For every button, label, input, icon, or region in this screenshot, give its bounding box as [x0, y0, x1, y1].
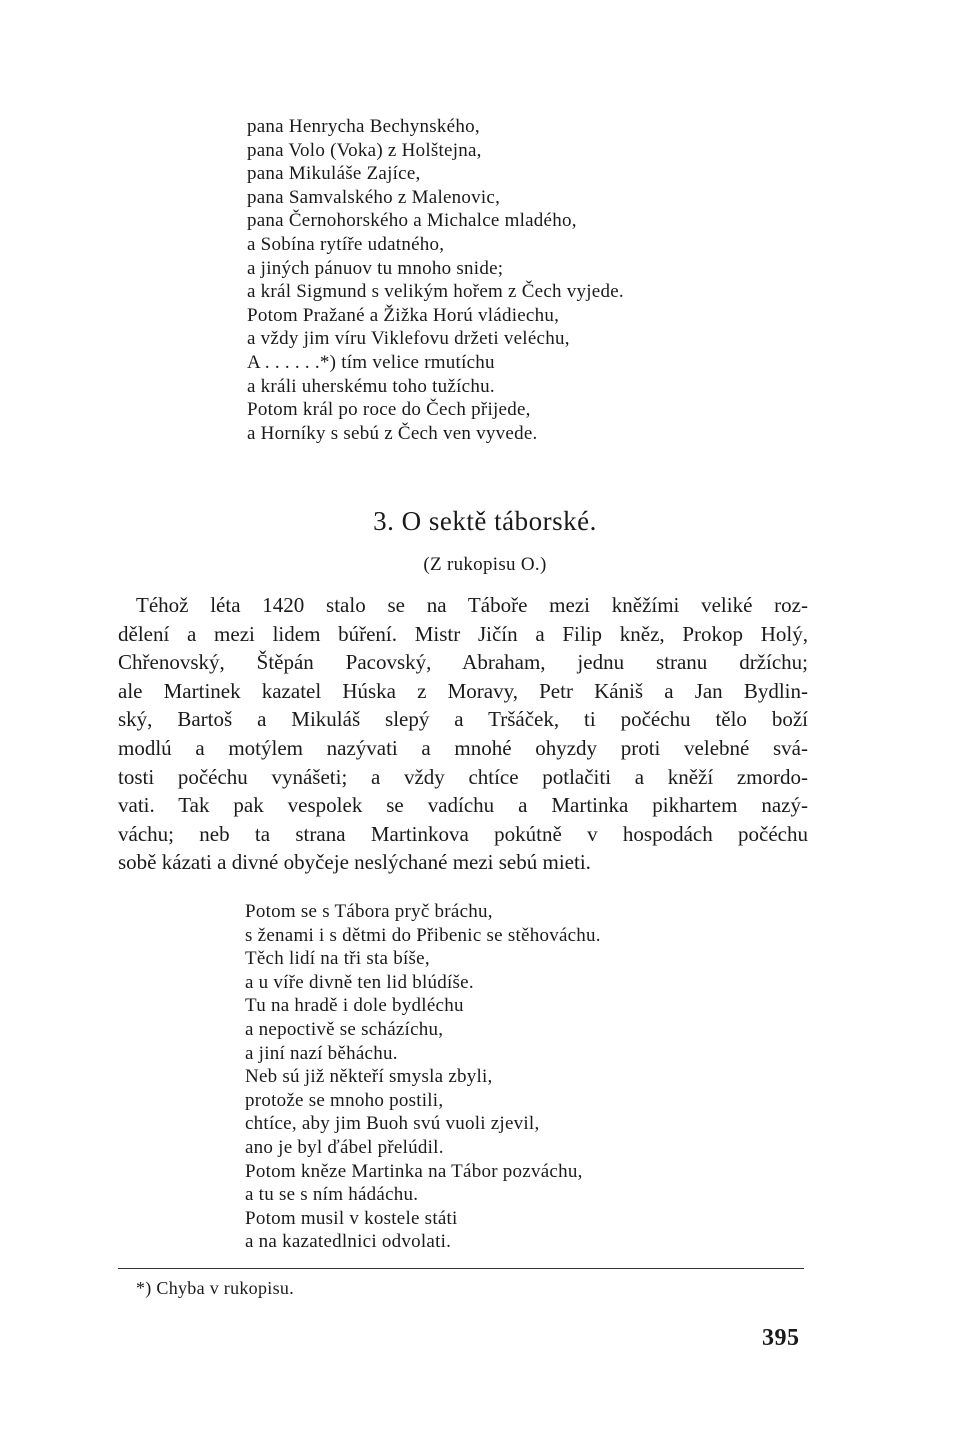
prose-line: vati. Tak pak vespolek se vadíchu a Martinka pikhartem nazý- — [118, 793, 808, 818]
verse-line: Potom král po roce do Čech přijede, — [247, 399, 531, 421]
verse-bottom — [245, 900, 601, 1254]
footnote: *) Chyba v rukopisu. — [136, 1278, 294, 1298]
section-title: 3. O sektě táborské. — [373, 506, 597, 536]
prose-line: Chřenovský, Štěpán Pacovský, Abraham, jednu stranu držíchu; — [118, 650, 808, 675]
prose-line: váchu; neb ta strana Martinkova pokútně v hospodách počéchu — [118, 821, 808, 846]
prose-line: tosti počéchu vynášeti; a vždy chtíce potlačiti a kněží zmordo- — [118, 764, 808, 789]
verse-line: a králi uherskému toho tužíchu. — [247, 375, 495, 397]
verse-line: a na kazatedlnici odvolati. — [245, 1231, 452, 1253]
verse-line: a jiní nazí běháchu. — [245, 1042, 398, 1064]
verse-line: a jiných pánuov tu mnoho snide; — [247, 257, 504, 279]
verse-line: Neb sú již někteří smysla zbyli, — [245, 1066, 493, 1088]
verse-line: Potom musil v kostele státi — [245, 1207, 458, 1229]
verse-line: a král Sigmund s velikým hořem z Čech vyjede. — [247, 281, 624, 303]
prose-line: dělení a mezi lidem búření. Mistr Jičín a Filip kněz, Prokop Holý, — [118, 621, 808, 646]
verse-line: a nepoctivě se scházíchu, — [245, 1018, 444, 1040]
prose-paragraph — [118, 591, 808, 877]
verse-line: pana Černohorského a Michalce mladého, — [247, 210, 577, 232]
verse-line: a tu se s ním hádáchu. — [245, 1184, 419, 1206]
prose-line: Téhož léta 1420 stalo se na Táboře mezi kněžími veliké roz- — [136, 593, 808, 617]
verse-line: pana Henrycha Bechynského, — [247, 116, 480, 137]
verse-line: ano je byl ďábel přelúdil. — [245, 1136, 444, 1158]
prose-line: modlú a motýlem nazývati a mnohé ohyzdy proti velebné svá- — [118, 735, 808, 760]
verse-line: Potom kněze Martinka na Tábor pozváchu, — [245, 1160, 583, 1182]
section-source: (Z rukopisu O.) — [423, 554, 547, 575]
verse-line: s ženami i s dětmi do Přibenic se stěhováchu. — [245, 924, 601, 946]
verse-line: a Sobína rytíře udatného, — [247, 233, 445, 255]
verse-line: chtíce, aby jim Buoh svú vuoli zjevil, — [245, 1113, 540, 1135]
prose-line: sobě kázati a divné obyčeje neslýchané mezi sebú mieti. — [118, 850, 591, 875]
footnote-divider — [118, 1268, 804, 1269]
verse-line: Potom Pražané a Žižka Horú vládiechu, — [247, 304, 560, 326]
verse-top — [247, 115, 624, 445]
verse-line: a vždy jim víru Viklefovu držeti veléchu, — [247, 328, 570, 350]
prose-line: ský, Bartoš a Mikuláš slepý a Tršáček, ti počéchu tělo boží — [118, 707, 808, 732]
verse-line: a Horníky s sebú z Čech ven vyvede. — [247, 422, 538, 444]
page-number: 395 — [762, 1325, 800, 1351]
verse-line: Potom se s Tábora pryč bráchu, — [245, 901, 493, 922]
verse-line: pana Volo (Voka) z Holštejna, — [247, 139, 482, 161]
verse-line: a u víře divně ten lid blúdíše. — [245, 971, 474, 993]
verse-line: pana Mikuláše Zajíce, — [247, 163, 421, 185]
verse-line: A . . . . . .*) tím velice rmutíchu — [247, 351, 495, 373]
verse-line: Tu na hradě i dole bydléchu — [245, 995, 464, 1017]
verse-line: protože se mnoho postili, — [245, 1089, 444, 1111]
verse-line: pana Samvalského z Malenovic, — [247, 186, 501, 208]
prose-line: ale Martinek kazatel Húska z Moravy, Petr Kániš a Jan Bydlin- — [118, 678, 808, 703]
verse-line: Těch lidí na tři sta bíše, — [245, 948, 430, 970]
